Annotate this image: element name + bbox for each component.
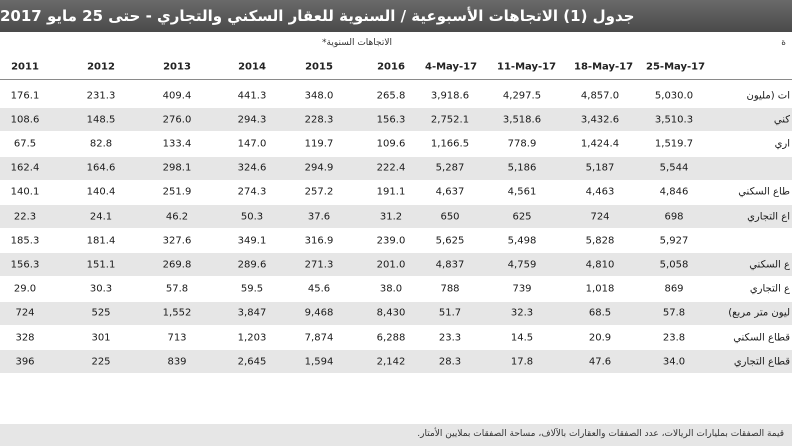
table-cell: 67.5	[13, 138, 37, 150]
table-cell: 724	[15, 307, 35, 319]
table-cell: 4,759	[507, 259, 537, 271]
table-cell: 57.8	[165, 283, 189, 295]
table-cell: 38.0	[379, 283, 403, 295]
table-cell: 109.6	[376, 138, 406, 150]
table-cell: 28.3	[438, 356, 462, 368]
table-cell: 4,463	[585, 186, 615, 198]
table-cell: 225	[91, 356, 111, 368]
table-cell: 191.1	[376, 186, 406, 198]
table-cell: 396	[15, 356, 35, 368]
table-cell: 148.5	[86, 114, 116, 126]
table-cell: 251.9	[162, 186, 192, 198]
table-row	[0, 181, 792, 204]
table-cell: 50.3	[240, 211, 264, 222]
row-label: اع التجاري	[747, 211, 790, 222]
table-cell: 739	[512, 283, 532, 295]
table-cell: 276.0	[162, 114, 192, 126]
table-title: جدول (1) الاتجاهات الأسبوعية / السنوية للعقار السكني والتجاري - حتى 25 مايو 2017	[0, 0, 792, 32]
table-cell: 5,625	[435, 235, 465, 247]
table-cell: 164.6	[86, 162, 116, 174]
table-cell: 349.1	[237, 235, 267, 247]
table-cell: 1,166.5	[430, 138, 470, 150]
table-cell: 162.4	[10, 162, 40, 174]
table-cell: 650	[440, 211, 460, 222]
table-cell: 301	[91, 332, 111, 343]
table-row	[0, 205, 792, 228]
table-cell: 2,645	[237, 356, 267, 368]
table-cell: 3,847	[237, 307, 267, 319]
table-cell: 4,810	[585, 259, 615, 271]
table-cell: 133.4	[162, 138, 192, 150]
table-cell: 46.2	[165, 211, 189, 222]
table-cell: 181.4	[86, 235, 116, 247]
table-cell: 3,918.6	[430, 90, 470, 101]
table-cell: 185.3	[10, 235, 40, 247]
table-cell: 176.1	[10, 90, 40, 101]
column-header: 11-May-17	[497, 61, 557, 72]
table-cell: 269.8	[162, 259, 192, 271]
table-cell: 625	[512, 211, 532, 222]
table-cell: 14.5	[510, 332, 534, 343]
table-cell: 156.3	[376, 114, 406, 126]
table-cell: 2,752.1	[430, 114, 470, 126]
table-cell: 5,927	[659, 235, 689, 247]
table-cell: 274.3	[237, 186, 267, 198]
table-cell: 4,857.0	[580, 90, 620, 101]
table-cell: 23.8	[662, 332, 686, 343]
table-cell: 409.4	[162, 90, 192, 101]
row-label: ع السكني	[749, 259, 790, 271]
table-cell: 1,203	[237, 332, 267, 343]
table-cell: 327.6	[162, 235, 192, 247]
column-header: 4-May-17	[425, 61, 478, 72]
table-cell: 20.9	[588, 332, 612, 343]
table-cell: 17.8	[510, 356, 534, 368]
table-cell: 24.1	[89, 211, 113, 222]
table-cell: 788	[440, 283, 460, 295]
column-header: 18-May-17	[574, 61, 634, 72]
table-cell: 5,287	[435, 162, 465, 174]
table-cell: 289.6	[237, 259, 267, 271]
table-cell: 45.6	[307, 283, 331, 295]
table-cell: 201.0	[376, 259, 406, 271]
table-cell: 3,510.3	[654, 114, 694, 126]
table-row	[0, 350, 792, 373]
table-cell: 1,519.7	[654, 138, 694, 150]
table-cell: 147.0	[237, 138, 267, 150]
table-cell: 151.1	[86, 259, 116, 271]
table-cell: 82.8	[89, 138, 113, 150]
table-cell: 59.5	[240, 283, 264, 295]
column-header: 2012	[87, 61, 115, 72]
table-cell: 1,552	[162, 307, 192, 319]
column-header-row	[0, 54, 792, 80]
table-cell: 5,187	[585, 162, 615, 174]
table-cell: 4,637	[435, 186, 465, 198]
table-cell: 31.2	[379, 211, 403, 222]
table-cell: 119.7	[304, 138, 334, 150]
table-row	[0, 326, 792, 349]
column-header: 2011	[11, 61, 39, 72]
table-row	[0, 157, 792, 180]
table-cell: 265.8	[376, 90, 406, 101]
table-cell: 525	[91, 307, 111, 319]
table-cell: 2,142	[376, 356, 406, 368]
table-cell: 239.0	[376, 235, 406, 247]
annual-trends-label: الاتجاهات السنوية*	[322, 38, 392, 48]
row-label: قطاع التجاري	[733, 356, 790, 368]
row-label: ع التجاري	[749, 283, 790, 295]
table-cell: 5,186	[507, 162, 537, 174]
table-cell: 231.3	[86, 90, 116, 101]
table-cell: 869	[664, 283, 684, 295]
column-header: 2016	[377, 61, 405, 72]
row-label: طاع السكني	[738, 186, 790, 198]
table-cell: 316.9	[304, 235, 334, 247]
footnote-band	[0, 424, 792, 446]
column-header: 2014	[238, 61, 266, 72]
table-cell: 324.6	[237, 162, 267, 174]
table-cell: 698	[664, 211, 684, 222]
table-row	[0, 132, 792, 155]
table-row	[0, 84, 792, 107]
table-cell: 1,594	[304, 356, 334, 368]
table-cell: 51.7	[438, 307, 462, 319]
footnote: قيمة الصفقات بمليارات الريالات، عدد الصفقات والعقارات بالآلاف، مساحة الصفقات بملايين الأمتار.	[417, 429, 784, 439]
subheader	[0, 32, 792, 54]
table-cell: 5,498	[507, 235, 537, 247]
table-cell: 68.5	[588, 307, 612, 319]
table-cell: 30.3	[89, 283, 113, 295]
table-cell: 6,288	[376, 332, 406, 343]
table-cell: 3,432.6	[580, 114, 620, 126]
row-label: ليون متر مربع)	[728, 307, 790, 319]
column-header: 2015	[305, 61, 333, 72]
table-cell: 22.3	[13, 211, 37, 222]
table-cell: 228.3	[304, 114, 334, 126]
table-cell: 5,058	[659, 259, 689, 271]
table-cell: 1,018	[585, 283, 615, 295]
table-cell: 8,430	[376, 307, 406, 319]
table-cell: 108.6	[10, 114, 40, 126]
table-row	[0, 253, 792, 276]
table-cell: 839	[167, 356, 187, 368]
table-cell: 32.3	[510, 307, 534, 319]
row-label: قطاع السكني	[733, 332, 790, 343]
column-header: 2013	[163, 61, 191, 72]
row-label: اري	[774, 138, 790, 150]
table-cell: 1,424.4	[580, 138, 620, 150]
table-cell: 34.0	[662, 356, 686, 368]
table-cell: 7,874	[304, 332, 334, 343]
table-row	[0, 229, 792, 252]
table-cell: 271.3	[304, 259, 334, 271]
table-cell: 29.0	[13, 283, 37, 295]
table-cell: 298.1	[162, 162, 192, 174]
table-cell: 778.9	[507, 138, 537, 150]
table-cell: 713	[167, 332, 187, 343]
table-cell: 348.0	[304, 90, 334, 101]
row-label: ات (مليون	[746, 90, 790, 101]
table-cell: 4,837	[435, 259, 465, 271]
table-cell: 47.6	[588, 356, 612, 368]
row-label: كني	[773, 114, 790, 126]
table-cell: 294.3	[237, 114, 267, 126]
table-cell: 9,468	[304, 307, 334, 319]
table-cell: 140.4	[86, 186, 116, 198]
table-row	[0, 278, 792, 301]
table-cell: 5,544	[659, 162, 689, 174]
table-cell: 57.8	[662, 307, 686, 319]
table-cell: 140.1	[10, 186, 40, 198]
table-cell: 328	[15, 332, 35, 343]
table-cell: 156.3	[10, 259, 40, 271]
table-row	[0, 108, 792, 131]
table-cell: 441.3	[237, 90, 267, 101]
table-cell: 23.3	[438, 332, 462, 343]
column-header: 25-May-17	[646, 61, 706, 72]
table-cell: 4,297.5	[502, 90, 542, 101]
table-cell: 5,030.0	[654, 90, 694, 101]
table-cell: 4,846	[659, 186, 689, 198]
table-cell: 222.4	[376, 162, 406, 174]
table-cell: 5,828	[585, 235, 615, 247]
table-cell: 4,561	[507, 186, 537, 198]
table-cell: 37.6	[307, 211, 331, 222]
corner-label: ة	[781, 38, 786, 48]
table-cell: 257.2	[304, 186, 334, 198]
table-cell: 294.9	[304, 162, 334, 174]
table-row	[0, 302, 792, 325]
table-cell: 724	[590, 211, 610, 222]
table-cell: 3,518.6	[502, 114, 542, 126]
